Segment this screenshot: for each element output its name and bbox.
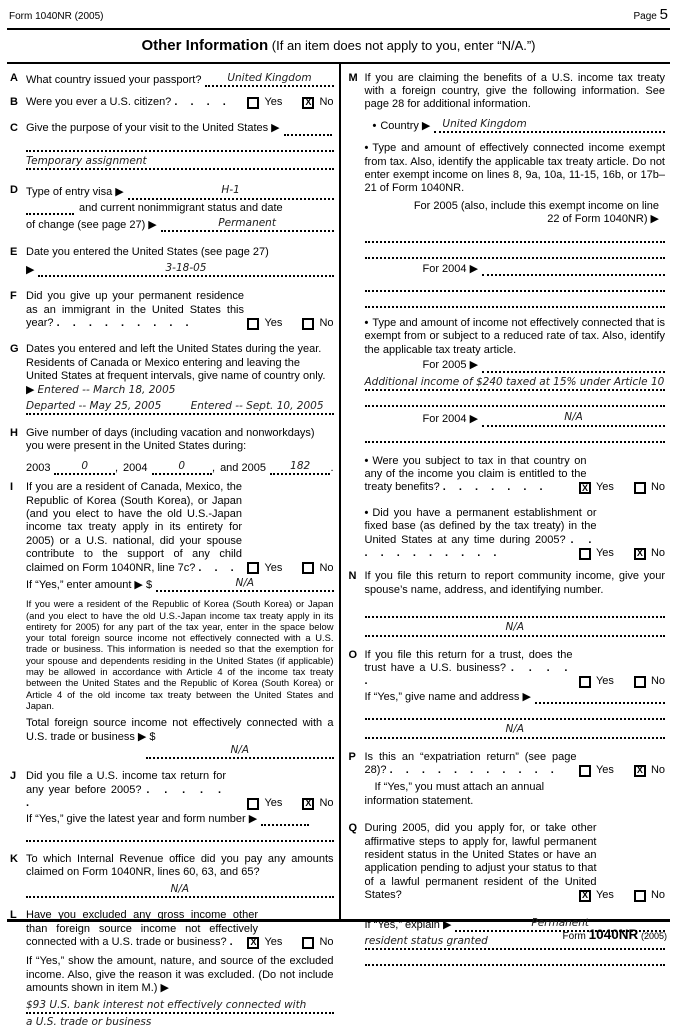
item-m-bullet3: • Type and amount of income not effectively connected that is exempt from or subject to a reduced rate of tax. Also, identify the applicable tax treaty article. bbox=[364, 317, 665, 356]
item-j-letter: J bbox=[10, 770, 17, 783]
item-c bbox=[10, 122, 334, 170]
item-c-answer: Temporary assignment bbox=[26, 154, 147, 167]
item-h-year1-label: 2003 bbox=[26, 461, 51, 474]
item-k-letter: K bbox=[10, 853, 18, 866]
item-h-letter: H bbox=[10, 426, 18, 439]
item-o-followup: If “Yes,” give name and address ▶ bbox=[364, 690, 531, 703]
item-a bbox=[10, 72, 334, 87]
item-j bbox=[10, 770, 334, 842]
item-n bbox=[349, 570, 666, 636]
item-m-country: United Kingdom bbox=[442, 117, 527, 130]
item-h-period: . bbox=[330, 461, 334, 474]
item-c-blank-line[interactable] bbox=[26, 139, 334, 152]
item-d-question1: Type of entry visa ▶ bbox=[26, 186, 124, 199]
item-b-letter: B bbox=[10, 96, 18, 108]
item-c-answer-line-stub[interactable] bbox=[284, 123, 332, 136]
header-page-word: Page bbox=[633, 11, 657, 22]
item-m-country-label: Country ▶ bbox=[380, 119, 431, 132]
item-h-year2-label: 2004 bbox=[123, 461, 148, 474]
item-h-comma1: , bbox=[114, 461, 119, 474]
item-m-blank-line[interactable] bbox=[365, 246, 666, 259]
item-q-followup: If “Yes,” explain ▶ bbox=[364, 918, 452, 931]
item-l-yes-checkbox[interactable]: X bbox=[247, 937, 259, 949]
item-a-letter: A bbox=[10, 71, 18, 84]
bullet-icon: • bbox=[364, 506, 369, 519]
item-q-blank-line[interactable] bbox=[365, 953, 666, 966]
item-d-letter: D bbox=[10, 184, 18, 197]
footer-form-number: 1040NR bbox=[588, 926, 639, 942]
item-o-question: If you file this return for a trust, does the trust have a U.S. business? . . . . . bbox=[364, 648, 573, 688]
item-k-answer-line[interactable] bbox=[26, 883, 334, 898]
item-d-status: Permanent bbox=[218, 217, 276, 230]
item-f bbox=[10, 290, 334, 330]
item-m bbox=[349, 72, 666, 561]
item-m-for2004a-line[interactable] bbox=[482, 263, 665, 276]
item-c-question: Give the purpose of your visit to the United States ▶ bbox=[26, 122, 280, 135]
item-m-for2004a-label: For 2004 ▶ bbox=[422, 262, 479, 275]
item-m-b4-no-checkbox[interactable] bbox=[634, 482, 646, 494]
item-o-no-checkbox[interactable] bbox=[634, 676, 646, 688]
bullet-icon: • bbox=[372, 119, 377, 132]
item-q-answer1: Permanent bbox=[531, 916, 590, 929]
no-label: No bbox=[319, 936, 334, 949]
item-m-bullet5: • Did you have a permanent establishment or fixed base (as defined by the tax treaty) in the United States at any time during 2005? . . . . . . . . . . . bbox=[364, 506, 597, 559]
item-d-visa-line[interactable] bbox=[128, 184, 334, 199]
bullet-icon: • bbox=[364, 142, 369, 155]
item-m-bullet4: • Were you subject to tax in that country on any of the income you claim is entitled to the treaty benefits? . . . . . . . bbox=[364, 454, 587, 494]
item-b-dot-leader: . . . . bbox=[174, 96, 231, 108]
item-i-yes-checkbox[interactable] bbox=[247, 562, 259, 574]
item-h-year2-value: 0 bbox=[178, 459, 186, 472]
item-m-b5-yes-checkbox[interactable] bbox=[579, 548, 591, 560]
item-j-dot-leader: . . . . . . bbox=[26, 783, 226, 810]
item-j-blank-line[interactable] bbox=[26, 829, 334, 842]
no-label: No bbox=[319, 797, 334, 810]
item-p-dot-leader: . . . . . . . . . . . bbox=[389, 764, 559, 776]
no-label: No bbox=[650, 675, 665, 688]
footer-year: (2005) bbox=[640, 930, 667, 941]
item-m-b5-dot-leader: . . . . . . . . . . . bbox=[364, 533, 597, 559]
item-d-visa: H-1 bbox=[221, 184, 240, 197]
item-i-dot-leader: . . . bbox=[198, 561, 239, 574]
item-o-answer: N/A bbox=[505, 723, 525, 736]
item-m-letter: M bbox=[348, 71, 358, 84]
item-e-arrow: ▶ bbox=[26, 263, 35, 276]
item-m-income2004: N/A bbox=[564, 411, 583, 424]
left-column bbox=[7, 64, 339, 1029]
footer-form-word: Form bbox=[562, 930, 586, 942]
item-h-year3-label: and 2005 bbox=[220, 461, 266, 474]
item-l-letter: L bbox=[10, 909, 17, 922]
item-g-question: Dates you entered and left the United States during the year. Residents of Canada or Mexico entering and leaving the United States at frequent intervals, give name of country only. ▶ bbox=[26, 343, 326, 396]
item-i-letter: I bbox=[10, 481, 14, 494]
no-label: No bbox=[650, 546, 665, 559]
item-m-for2005a-label: For 2005 (also, include this exempt income on line 22 of Form 1040NR) ▶ bbox=[413, 199, 659, 226]
header-form-id: Form 1040NR (2005) bbox=[9, 11, 104, 22]
item-c-letter: C bbox=[10, 122, 18, 135]
item-j-no-checkbox[interactable]: X bbox=[302, 798, 314, 810]
yes-label: Yes bbox=[264, 936, 283, 949]
yes-label: Yes bbox=[264, 561, 283, 574]
item-b-no-checkbox[interactable]: X bbox=[302, 97, 314, 109]
item-m-b4-yes-checkbox[interactable]: X bbox=[579, 482, 591, 494]
item-h-year1-value: 0 bbox=[81, 459, 89, 472]
item-d-status-line[interactable] bbox=[161, 217, 334, 232]
yes-label: Yes bbox=[264, 317, 283, 330]
item-p-letter: P bbox=[348, 750, 356, 763]
no-label: No bbox=[319, 561, 334, 574]
item-m-blank-line[interactable] bbox=[365, 394, 666, 407]
item-e-answer: 3-18-05 bbox=[165, 261, 207, 274]
no-label: No bbox=[319, 96, 334, 108]
item-l-answer1: $93 U.S. bank interest not effectively connected with bbox=[26, 998, 307, 1011]
page-header bbox=[7, 4, 670, 30]
item-h-year1-line[interactable] bbox=[54, 460, 114, 475]
item-o-dot-leader: . . . . . bbox=[364, 661, 573, 688]
item-h-year3-line[interactable] bbox=[270, 460, 330, 475]
no-label: No bbox=[650, 764, 665, 776]
yes-label: Yes bbox=[595, 764, 614, 776]
item-g bbox=[10, 343, 334, 414]
item-f-letter: F bbox=[10, 290, 17, 303]
item-q-yes-checkbox[interactable]: X bbox=[579, 890, 591, 902]
item-o-answer-line[interactable] bbox=[365, 723, 666, 738]
item-q-letter: Q bbox=[348, 822, 358, 835]
item-m-income2005: Additional income of $240 taxed at 15% under Article 10 bbox=[364, 375, 665, 388]
section-title-main: Other Information bbox=[141, 37, 269, 55]
item-b-yes-checkbox[interactable] bbox=[247, 97, 259, 109]
item-g-letter: G bbox=[10, 343, 19, 356]
item-h-year2-line[interactable] bbox=[152, 460, 212, 475]
item-a-answer: United Kingdom bbox=[227, 71, 312, 84]
item-l-dot-leader: . bbox=[229, 936, 238, 949]
item-i-note: If you were a resident of the Republic of Korea (South Korea) or Japan (and you elect to have the old U.S.-Japan income tax treaty apply in its entirety for 2005) for any part of the tax year, enter in the space below your total foreign source income not effectively connected with a U.S. trade or business. This information is needed so that the exemption for your spouse and dependents residing in the United States (if applicable) may be allowed in accordance with Article 4 of the income tax treaty between the United States and the Republic of Korea (South Korea) or Article 4 of the old income tax treaty between the United States and Japan. bbox=[26, 598, 334, 711]
item-m-for2005b-label: For 2005 ▶ bbox=[422, 359, 479, 372]
item-o bbox=[349, 649, 666, 739]
item-i-question: If you are a resident of Canada, Mexico, the Republic of Korea (South Korea), or Japan (and you elect to have the old U.S.-Japan income tax treaty apply in its entirety for 2005) or a U.S. national, did your spouse contribute to the support of any child claimed on Form 1040NR, line 7c? . . . bbox=[26, 481, 242, 574]
item-o-name-stub[interactable] bbox=[535, 691, 665, 704]
item-n-answer-line[interactable] bbox=[365, 621, 666, 636]
item-m-b4-dot-leader: . . . . . . . bbox=[442, 481, 548, 494]
yes-label: Yes bbox=[264, 797, 283, 810]
section-title bbox=[7, 30, 670, 61]
item-f-question: Did you give up your permanent residence as an immigrant in the United States this year? . . . . . . . . . bbox=[26, 290, 244, 330]
item-k bbox=[10, 853, 334, 898]
item-n-blank-line[interactable] bbox=[365, 605, 666, 618]
item-e bbox=[10, 246, 334, 277]
item-p-no-checkbox[interactable]: X bbox=[634, 765, 646, 777]
item-o-blank-line[interactable] bbox=[365, 707, 666, 720]
item-j-question: Did you file a U.S. income tax return for any year before 2005? . . . . . . bbox=[26, 770, 226, 810]
item-g-entry2: Departed -- May 25, 2005 bbox=[26, 400, 162, 413]
item-d-blank-stub[interactable] bbox=[26, 202, 74, 215]
item-e-question: Date you entered the United States (see page 27) bbox=[26, 246, 269, 259]
item-k-answer: N/A bbox=[170, 882, 190, 895]
item-h-year3-value: 182 bbox=[290, 459, 311, 472]
item-l-question: Have you excluded any gross income other than foreign source income not effectively connected with a U.S. trade or business? . bbox=[26, 909, 258, 949]
item-h-comma2: , bbox=[212, 461, 216, 474]
item-b bbox=[10, 96, 334, 109]
item-m-country-line[interactable] bbox=[434, 118, 665, 133]
item-m-for2004b-line[interactable] bbox=[482, 411, 665, 426]
item-d bbox=[10, 184, 334, 232]
item-q-answer2: resident status granted bbox=[364, 935, 488, 948]
item-i-no-checkbox[interactable] bbox=[302, 562, 314, 574]
item-i-total-label: Total foreign source income not effectively connected with a U.S. trade or business ▶ $ bbox=[26, 717, 334, 743]
item-l-followup: If “Yes,” show the amount, nature, and source of the excluded income. Also, give the reason it was excluded. (Do not include amounts shown in item M.) ▶ bbox=[26, 955, 334, 995]
item-g-entry-line[interactable] bbox=[26, 400, 334, 415]
item-g-entry1[interactable]: Entered -- March 18, 2005 bbox=[37, 383, 176, 396]
right-column bbox=[339, 64, 671, 948]
item-d-question2a: and current nonimmigrant status and date bbox=[79, 201, 283, 214]
item-j-answer-stub[interactable] bbox=[261, 813, 309, 826]
item-n-answer: N/A bbox=[505, 621, 525, 634]
item-m-b5-no-checkbox[interactable]: X bbox=[634, 548, 646, 560]
two-column-body bbox=[7, 62, 670, 1029]
item-m-blank-line[interactable] bbox=[365, 230, 666, 243]
item-f-yes-checkbox[interactable] bbox=[247, 318, 259, 330]
no-label: No bbox=[319, 317, 334, 330]
item-j-yes-checkbox[interactable] bbox=[247, 798, 259, 810]
item-f-dot-leader: . . . . . . . . . bbox=[56, 317, 194, 330]
item-m-blank-line[interactable] bbox=[365, 279, 666, 292]
item-m-income2005-line[interactable] bbox=[365, 376, 666, 391]
item-h bbox=[10, 427, 334, 475]
yes-label: Yes bbox=[595, 889, 614, 902]
item-i-total: N/A bbox=[230, 743, 250, 756]
no-label: No bbox=[650, 481, 665, 494]
item-m-for2004b-label: For 2004 ▶ bbox=[422, 413, 479, 426]
item-i bbox=[10, 481, 334, 759]
item-n-letter: N bbox=[348, 570, 357, 583]
item-k-question: To which Internal Revenue office did you pay any amounts claimed on Form 1040NR, lines 60, 63, and 65? bbox=[26, 853, 334, 879]
item-d-question2b: of change (see page 27) ▶ bbox=[26, 219, 157, 232]
yes-label: Yes bbox=[595, 675, 614, 688]
item-a-question: What country issued your passport? bbox=[26, 73, 202, 86]
item-h-question: Give number of days (including vacation and nonworkdays) you were present in the United States during: bbox=[26, 426, 315, 453]
item-q-question: During 2005, did you apply for, or take other affirmative steps to apply for, lawful permanent resident status in the United States or have an application pending to adjust your status to that of a lawful permanent resident of the United States? bbox=[364, 822, 597, 902]
item-m-blank-line[interactable] bbox=[365, 295, 666, 308]
item-n-question: If you file this return to report community income, give your spouse’s name, address, and identifying number. bbox=[364, 570, 665, 596]
no-label: No bbox=[650, 889, 665, 902]
item-e-letter: E bbox=[10, 246, 18, 259]
item-l bbox=[10, 909, 334, 1029]
item-c-answer-line[interactable] bbox=[26, 155, 334, 170]
item-o-yes-checkbox[interactable] bbox=[579, 676, 591, 688]
item-m-bullet2: • Type and amount of effectively connected income exempt from tax. Also, identify the applicable tax treaty article. Do not enter exempt income on lines 8, 9a, 10a, 11-15, 16b, or 17b–21 of Form 1040NR. bbox=[364, 142, 665, 195]
item-p-question: Is this an “expatriation return” (see page 28)? . . . . . . . . . . . bbox=[364, 750, 577, 776]
header-page-number: 5 bbox=[659, 6, 668, 23]
item-l-answer2[interactable]: a U.S. trade or business bbox=[26, 1016, 152, 1029]
header-page bbox=[634, 6, 668, 24]
item-g-entry3: Entered -- Sept. 10, 2005 bbox=[190, 400, 324, 413]
item-i-amount: N/A bbox=[235, 576, 255, 589]
item-q bbox=[349, 822, 666, 966]
item-p-yes-checkbox[interactable] bbox=[579, 765, 591, 777]
item-p bbox=[349, 751, 666, 809]
section-title-note: (If an item does not apply to you, enter “N/A.”) bbox=[271, 38, 536, 54]
item-e-answer-line[interactable] bbox=[38, 262, 333, 277]
item-j-followup: If “Yes,” give the latest year and form number ▶ bbox=[26, 812, 258, 825]
item-f-no-checkbox[interactable] bbox=[302, 318, 314, 330]
bullet-icon: • bbox=[364, 454, 369, 467]
item-b-question: Were you ever a U.S. citizen? bbox=[26, 96, 172, 108]
item-m-question: If you are claiming the benefits of a U.S. income tax treaty with a foreign country, give the following information. See page 28 for additional information. bbox=[364, 71, 665, 111]
item-l-answer-line1[interactable] bbox=[26, 999, 334, 1014]
item-m-for2005b-line[interactable] bbox=[482, 360, 665, 373]
item-i-amount-line[interactable] bbox=[156, 577, 333, 592]
item-m-blank-line[interactable] bbox=[365, 430, 666, 443]
bullet-icon: • bbox=[364, 317, 369, 330]
yes-label: Yes bbox=[595, 546, 614, 559]
item-o-letter: O bbox=[348, 648, 358, 661]
item-p-note: If “Yes,” you must attach an annual information statement. bbox=[364, 781, 545, 807]
item-i-amount-label: If “Yes,” enter amount ▶ $ bbox=[26, 578, 153, 591]
item-i-total-line[interactable] bbox=[146, 744, 334, 759]
item-q-no-checkbox[interactable] bbox=[634, 890, 646, 902]
item-a-answer-line[interactable] bbox=[205, 72, 333, 87]
yes-label: Yes bbox=[595, 481, 614, 494]
yes-label: Yes bbox=[264, 96, 283, 108]
